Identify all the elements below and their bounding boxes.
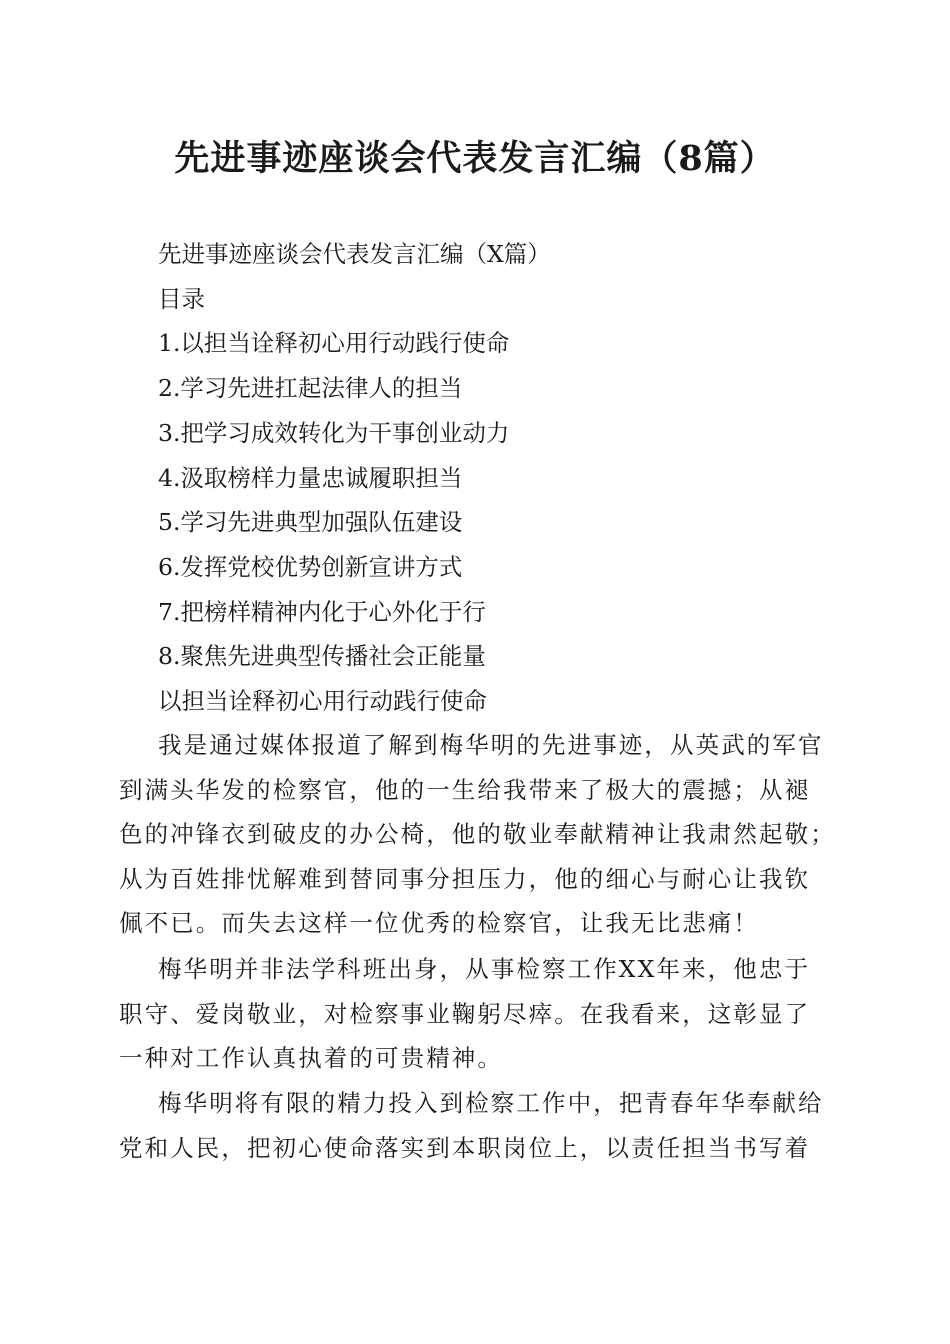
paragraph-line: 到满头华发的检察官，他的一生给我带来了极大的震撼；从褪 xyxy=(119,775,811,804)
body-paragraph-2 xyxy=(119,947,839,1081)
paragraph-line: 从为百姓排忧解难到替同事分担压力，他的细心与耐心让我钦 xyxy=(119,864,811,893)
paragraph-line: 色的冲锋衣到破皮的办公椅，他的敬业奉献精神让我肃然起敬； xyxy=(119,820,836,849)
toc-item-5: 5.学习先进典型加强队伍建设 xyxy=(158,508,463,536)
toc-item-8: 8.聚焦先进典型传播社会正能量 xyxy=(158,642,486,670)
paragraph-line: 一种对工作认真执着的可贵精神。 xyxy=(119,1044,503,1073)
toc-item-2: 2.学习先进扛起法律人的担当 xyxy=(158,374,463,402)
toc-item-6: 6.发挥党校优势创新宣讲方式 xyxy=(158,553,463,581)
section-heading: 以担当诠释初心用行动践行使命 xyxy=(158,687,487,715)
toc-item-4: 4.汲取榜样力量忠诚履职担当 xyxy=(158,464,463,492)
toc-item-3: 3.把学习成效转化为干事创业动力 xyxy=(158,419,510,447)
paragraph-line: 我是通过媒体报道了解到梅华明的先进事迹，从英武的军官 xyxy=(158,731,824,759)
toc-item-1: 1.以担当诠释初心用行动践行使命 xyxy=(158,329,510,357)
document-title: 先进事迹座谈会代表发言汇编（8篇） xyxy=(174,138,776,179)
toc-item-7: 7.把榜样精神内化于心外化于行 xyxy=(158,598,486,626)
paragraph-line: 梅华明将有限的精力投入到检察工作中，把青春年华奉献给 xyxy=(158,1089,824,1117)
body-paragraph-3 xyxy=(119,1081,839,1170)
subtitle: 先进事迹座谈会代表发言汇编（X篇） xyxy=(158,240,551,268)
toc-heading: 目录 xyxy=(158,285,205,313)
paragraph-line: 职守、爱岗敬业，对检察事业鞠躬尽瘁。在我看来，这彰显了 xyxy=(119,999,811,1028)
paragraph-line: 梅华明并非法学科班出身，从事检察工作XX年来，他忠于 xyxy=(158,955,811,983)
paragraph-line: 佩不已。而失去这样一位优秀的检察官，让我无比悲痛！ xyxy=(119,909,759,938)
paragraph-line: 党和人民，把初心使命落实到本职岗位上，以责任担当书写着 xyxy=(119,1133,811,1162)
body-paragraph-1 xyxy=(119,723,839,946)
